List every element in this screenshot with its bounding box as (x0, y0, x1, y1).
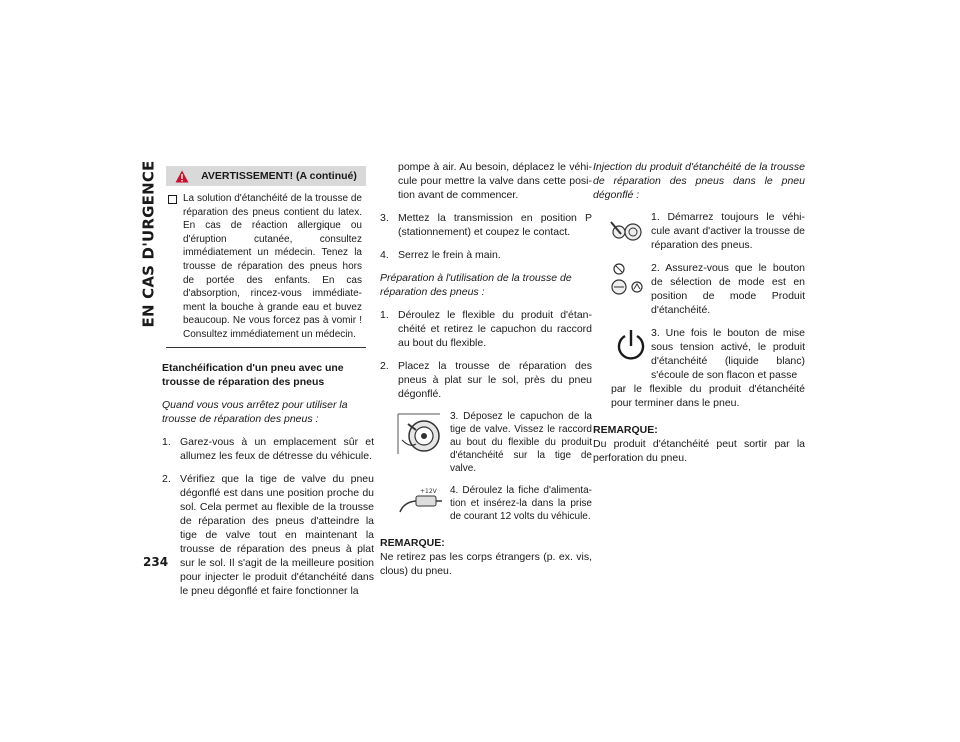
note-label: REMARQUE: (593, 424, 658, 436)
warning-body (166, 186, 366, 347)
power-plug-icon (394, 484, 444, 518)
section-tab (137, 159, 159, 328)
note-label: REMARQUE: (380, 537, 445, 549)
ignition-key-icon (603, 210, 651, 250)
list-item (380, 308, 592, 350)
intro-text: Quand vous vous arrêtez pour utiliser la trousse de réparation des pneus : (162, 398, 348, 425)
valve-stem-icon (394, 410, 444, 456)
note-text: Du produit d'étanchéité peut sortir par la perforation du pneu. (593, 438, 805, 464)
continuation-text: pompe à air. Au besoin, déplacez le véhi-cule pour mettre la valve dans cette posi-tion avant de commencer. (398, 161, 592, 201)
warning-box (166, 166, 366, 348)
step-3-text: 3. Déposez le capuchon de la tige de valve. Vissez le raccord au bout du flexible du produit d'étanchéité sur la tige de valve. (450, 411, 592, 474)
injection-heading: Injection du produit d'étanchéité de la trousse de réparation des pneus dans le pneu dégonflé : (593, 161, 805, 201)
section-tab-label: EN CAS D'URGENCE (139, 159, 158, 328)
step-1-text: 1. Démarrez toujours le véhi-cule avant d'activer la trousse de réparation des pneus. (651, 211, 805, 251)
section-heading: Etanchéification d'un pneu avec une trousse de réparation des pneus (162, 361, 344, 388)
list-item (380, 248, 592, 262)
illustrated-step (593, 326, 805, 382)
column-right (593, 160, 805, 465)
list-text: Mettez la transmission en position P (stationnement) et coupez le contact. (398, 212, 592, 238)
step-3-text: 3. Une fois le bouton de mise sous tension activé, le produit d'étanchéité (liquide blanc) s'écoule de son flacon et passe (651, 327, 805, 381)
illustrated-step (380, 484, 592, 523)
step-3-continuation: par le flexible du produit d'étanchéité pour terminer dans le pneu. (611, 383, 805, 409)
illustrated-step (593, 261, 805, 317)
illustrated-step (593, 210, 805, 252)
warning-triangle-icon (175, 170, 189, 183)
warning-title: AVERTISSEMENT! (A continué) (201, 170, 357, 182)
list-text: Serrez le frein à main. (398, 249, 501, 261)
checkbox-bullet (168, 195, 177, 204)
list-text: Vérifiez que la tige de valve du pneu dégonflé est dans une position proche du sol. Cela permet au flexible de la trousse de réparation des pneus d'atteindre la tige de valve tout en maintenant la trousse de réparation des pneus à plat sur le sol. Il s'agit de la meilleure position pour injecter le produit d'étanchéité dans le pneu dégonflé et faire fonctionner la (180, 472, 374, 597)
warning-text: La solution d'étanchéité de la trousse de réparation des pneus contient du latex. En cas de réaction allergique ou d'éruption cutanée, consultez immédiatement un médecin. Tenez la trousse de réparation des pneus hors de portée des enfants. En cas d'absorption, rincez-vous immédiate-ment la bouche à grande eau et buvez beaucoup. Ne vous forcez pas à vomir ! Consultez immédiatement un médecin. (183, 193, 362, 340)
list-text: Garez-vous à un emplacement sûr et allumez les feux de détresse du véhicule. (180, 435, 374, 462)
warning-header (166, 166, 366, 186)
step-4-text: 4. Déroulez la fiche d'alimenta-tion et insérez-la dans la prise de courant 12 volts du véhicule. (450, 485, 592, 522)
step-2-text: 2. Assurez-vous que le bouton de sélection de mode est en position de mode Produit d'étanchéité. (651, 262, 805, 316)
list-item (380, 211, 592, 239)
list-number: 1. (380, 309, 389, 321)
list-text: Placez la trousse de réparation des pneus à plat sur le sol, près du pneu dégonflé. (398, 360, 592, 400)
note-text: Ne retirez pas les corps étrangers (p. ex. vis, clous) du pneu. (380, 551, 592, 577)
illustrated-step (380, 410, 592, 475)
list-number: 2. (162, 472, 171, 485)
power-button-icon (603, 326, 651, 366)
column-middle (380, 160, 592, 578)
list-item (380, 359, 592, 401)
list-item (162, 435, 374, 463)
list-number: 3. (380, 212, 389, 224)
column-left (162, 166, 374, 598)
list-text: Déroulez le flexible du produit d'étan-chéité et retirez le capuchon du raccord au bout du flexible. (398, 309, 592, 349)
list-number: 4. (380, 249, 389, 261)
prep-heading: Préparation à l'utilisation de la trousse de réparation des pneus : (380, 272, 572, 298)
list-number: 1. (162, 435, 171, 448)
mode-selector-icon (603, 261, 651, 301)
plug-label: +12V (420, 488, 437, 495)
page-number: 234 (143, 555, 169, 569)
list-number: 2. (380, 360, 389, 372)
list-item (162, 472, 374, 598)
